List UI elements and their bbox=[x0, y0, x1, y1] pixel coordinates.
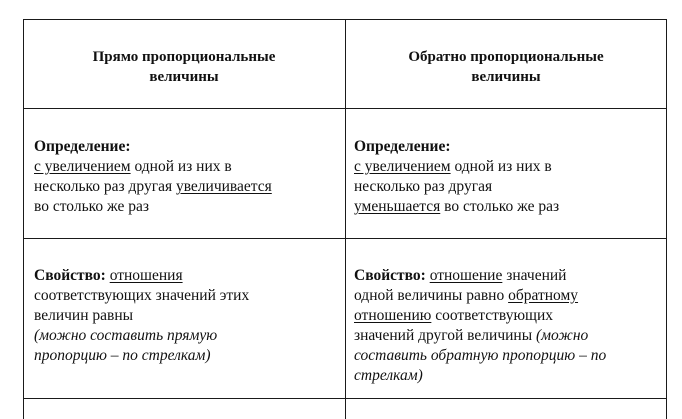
property-direct-line3: величин равны bbox=[34, 307, 134, 324]
definition-direct-line2: несколько раз другая увеличивается bbox=[34, 178, 272, 195]
definition-inverse bbox=[354, 137, 660, 217]
property-direct bbox=[34, 266, 340, 366]
definition-direct-line3: во столько же раз bbox=[34, 198, 150, 215]
definition-title: Определение: bbox=[34, 138, 131, 155]
definition-inverse-line2: несколько раз другая bbox=[354, 178, 493, 195]
definition-direct-line1: с увеличением одной из них в bbox=[34, 158, 232, 175]
property-inverse-note3: стрелкам) bbox=[354, 367, 423, 384]
definition-direct bbox=[34, 137, 340, 217]
table-right-border bbox=[666, 19, 667, 419]
header-direct bbox=[23, 47, 345, 87]
header-inverse bbox=[346, 47, 666, 87]
definition-inverse-line3: уменьшается во столько же раз bbox=[354, 198, 560, 215]
property-direct-note2: пропорцию – по стрелкам) bbox=[34, 347, 211, 364]
property-inverse-line2: одной величины равно обратному bbox=[354, 287, 579, 304]
property-inverse-line4: значений другой величины (можно bbox=[354, 327, 589, 344]
definition-inverse-line1: с увеличением одной из них в bbox=[354, 158, 552, 175]
property-inverse bbox=[354, 266, 660, 386]
property-direct-note1: (можно составить прямую bbox=[34, 327, 218, 344]
header-direct-line2: величины bbox=[149, 69, 219, 85]
property-direct-line1: Свойство: отношения bbox=[34, 267, 183, 284]
property-inverse-note2: составить обратную пропорцию – по bbox=[354, 347, 607, 364]
header-direct-line1: Прямо пропорциональные bbox=[92, 49, 276, 65]
property-direct-line2: соответствующих значений этих bbox=[34, 287, 250, 304]
property-inverse-line1: Свойство: отношение значений bbox=[354, 267, 567, 284]
definition-title: Определение: bbox=[354, 138, 451, 155]
comparison-table bbox=[23, 19, 667, 419]
header-inverse-line2: величины bbox=[471, 69, 541, 85]
property-inverse-line3: отношению соответствующих bbox=[354, 307, 554, 324]
header-inverse-line1: Обратно пропорциональные bbox=[408, 49, 604, 65]
